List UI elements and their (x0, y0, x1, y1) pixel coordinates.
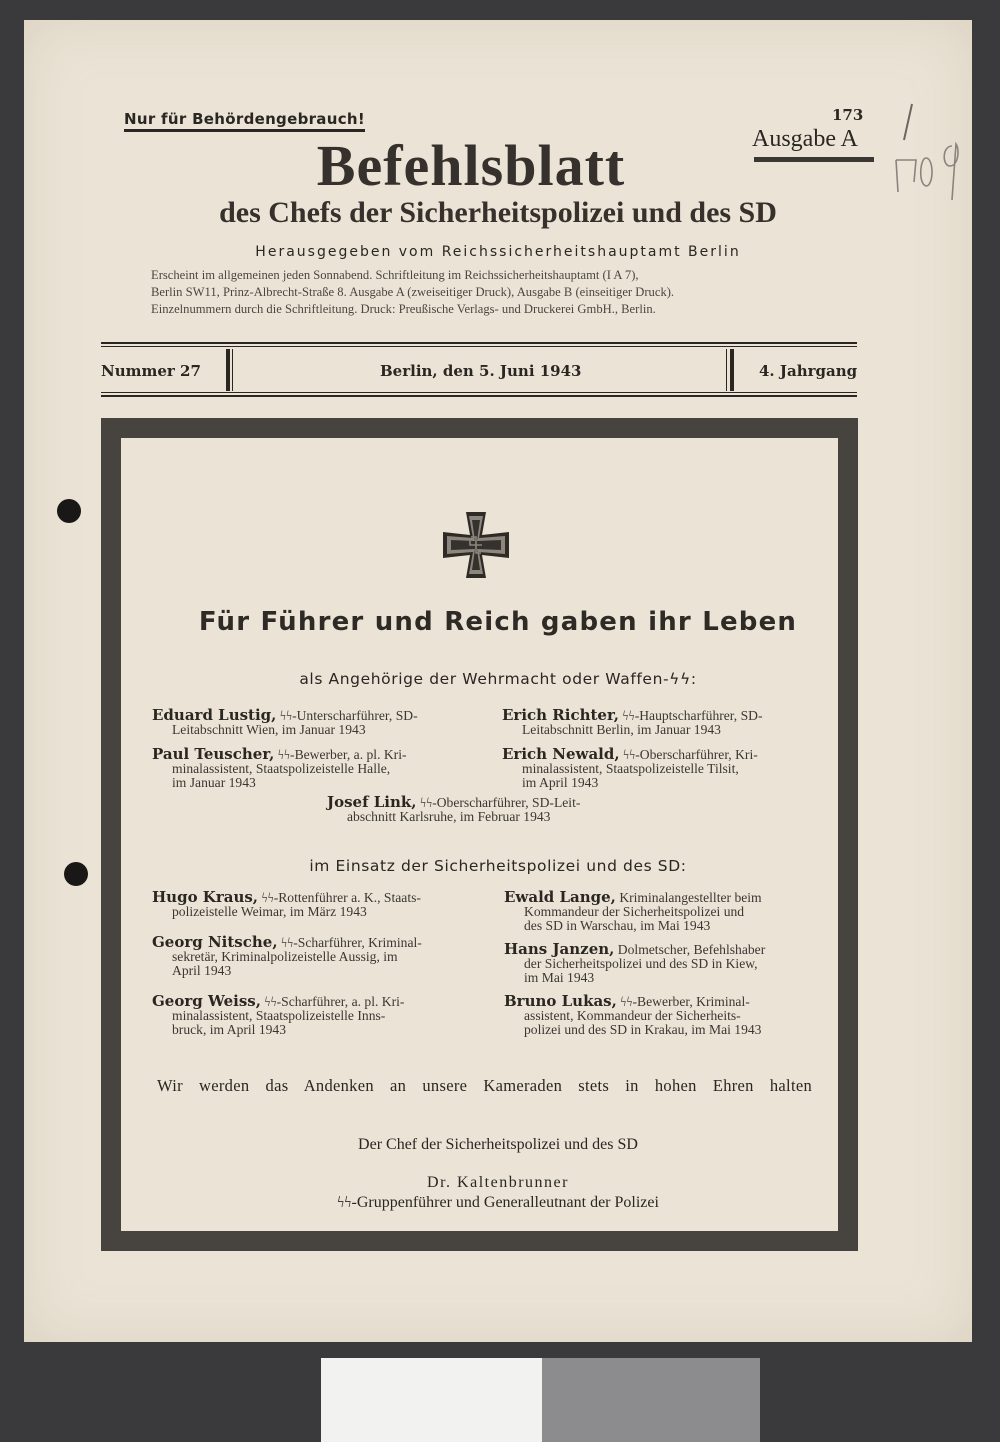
calibration-strip-grey (542, 1358, 760, 1442)
signature-rank: ϟϟ-Gruppenführer und Generalleutnant der Polizei (337, 1194, 659, 1211)
fallen-entry: Eduard Lustig, ϟϟ-Unterscharführer, SD- Leitabschnitt Wien, im Januar 1943 (152, 706, 418, 737)
imprint-line: Erscheint im allgemeinen jeden Sonnabend. Schriftleitung im Reichssicherheitshauptamt (I A 7), (151, 268, 639, 282)
issue-bar-divider (232, 349, 233, 391)
restriction-note: Nur für Behördengebrauch! (124, 110, 365, 132)
issue-bar-rule (101, 395, 857, 397)
issue-bar-rule (101, 342, 857, 344)
signature-office: Der Chef der Sicherheitspolizei und des SD (358, 1136, 638, 1153)
issue-bar-divider (726, 349, 727, 391)
issue-date: Berlin, den 5. Juni 1943 (380, 362, 582, 380)
section-heading-sipo: im Einsatz der Sicherheitspolizei und des SD: (309, 857, 687, 875)
fallen-entry: Georg Nitsche, ϟϟ-Scharführer, Kriminal- sekretär, Kriminalpolizeistelle Aussig, im April 1943 (152, 933, 422, 978)
section-heading-wehrmacht: als Angehörige der Wehrmacht oder Waffen-ϟϟ: (299, 670, 697, 688)
issue-bar-divider (226, 349, 230, 391)
memorial-headline: Für Führer und Reich gaben ihr Leben (198, 607, 798, 637)
publisher-line: Herausgegeben vom Reichssicherheitshauptamt Berlin (255, 244, 741, 260)
fallen-entry: Erich Richter, ϟϟ-Hauptscharführer, SD- Leitabschnitt Berlin, im Januar 1943 (502, 706, 763, 737)
fallen-entry: Hugo Kraus, ϟϟ-Rottenführer a. K., Staats- polizeistelle Weimar, im März 1943 (152, 888, 421, 919)
fallen-entry: Ewald Lange, Kriminalangestellter beim Kommandeur der Sicherheitspolizei und des SD in Warschau, im Mai 1943 (504, 888, 762, 933)
issue-volume: 4. Jahrgang (759, 362, 858, 380)
fallen-entry: Hans Janzen, Dolmetscher, Befehlshaber der Sicherheitspolizei und des SD in Kiew, im Mai 1943 (504, 940, 766, 985)
punch-hole (64, 862, 88, 886)
punch-hole (57, 499, 81, 523)
imprint-text (151, 267, 841, 318)
iron-cross-icon (441, 510, 511, 580)
fallen-entry: Erich Newald, ϟϟ-Oberscharführer, Kri- minalassistent, Staatspolizeistelle Tilsit, im April 1943 (502, 745, 758, 790)
edition-label: Ausgabe A (752, 126, 858, 152)
document-page (24, 20, 972, 1342)
memorial-closing-line: Wir werden das Andenken an unsere Kameraden stets in hohen Ehren halten (157, 1076, 812, 1095)
issue-number: Nummer 27 (101, 362, 201, 380)
fallen-entry: Bruno Lukas, ϟϟ-Bewerber, Kriminal- assistent, Kommandeur der Sicherheits- polizei und des SD in Krakau, im Mai 1943 (504, 992, 762, 1037)
issue-bar-rule (101, 346, 857, 347)
fallen-entry: Georg Weiss, ϟϟ-Scharführer, a. pl. Kri- minalassistent, Staatspolizeistelle Inns- bruck, im April 1943 (152, 992, 405, 1037)
masthead-title: Befehlsblatt (316, 133, 626, 198)
fallen-entry: Josef Link, ϟϟ-Oberscharführer, SD-Leit- abschnitt Karlsruhe, im Februar 1943 (327, 793, 581, 824)
masthead-subtitle: des Chefs der Sicherheitspolizei und des SD (219, 196, 777, 229)
imprint-line: Berlin SW11, Prinz-Albrecht-Straße 8. Ausgabe A (zweiseitiger Druck), Ausgabe B (einseitiger Druck). (151, 285, 675, 299)
issue-bar-rule (101, 392, 857, 393)
signature-name: Dr. Kaltenbrunner (427, 1174, 569, 1191)
calibration-strip-white (321, 1358, 542, 1442)
issue-bar-divider (730, 349, 734, 391)
page-number: 173 (832, 106, 864, 124)
fallen-entry: Paul Teuscher, ϟϟ-Bewerber, a. pl. Kri- minalassistent, Staatspolizeistelle Halle, im Januar 1943 (152, 745, 407, 790)
imprint-line: Einzelnummern durch die Schriftleitung. Druck: Preußische Verlags- und Druckerei GmbH., Berlin. (151, 302, 656, 316)
